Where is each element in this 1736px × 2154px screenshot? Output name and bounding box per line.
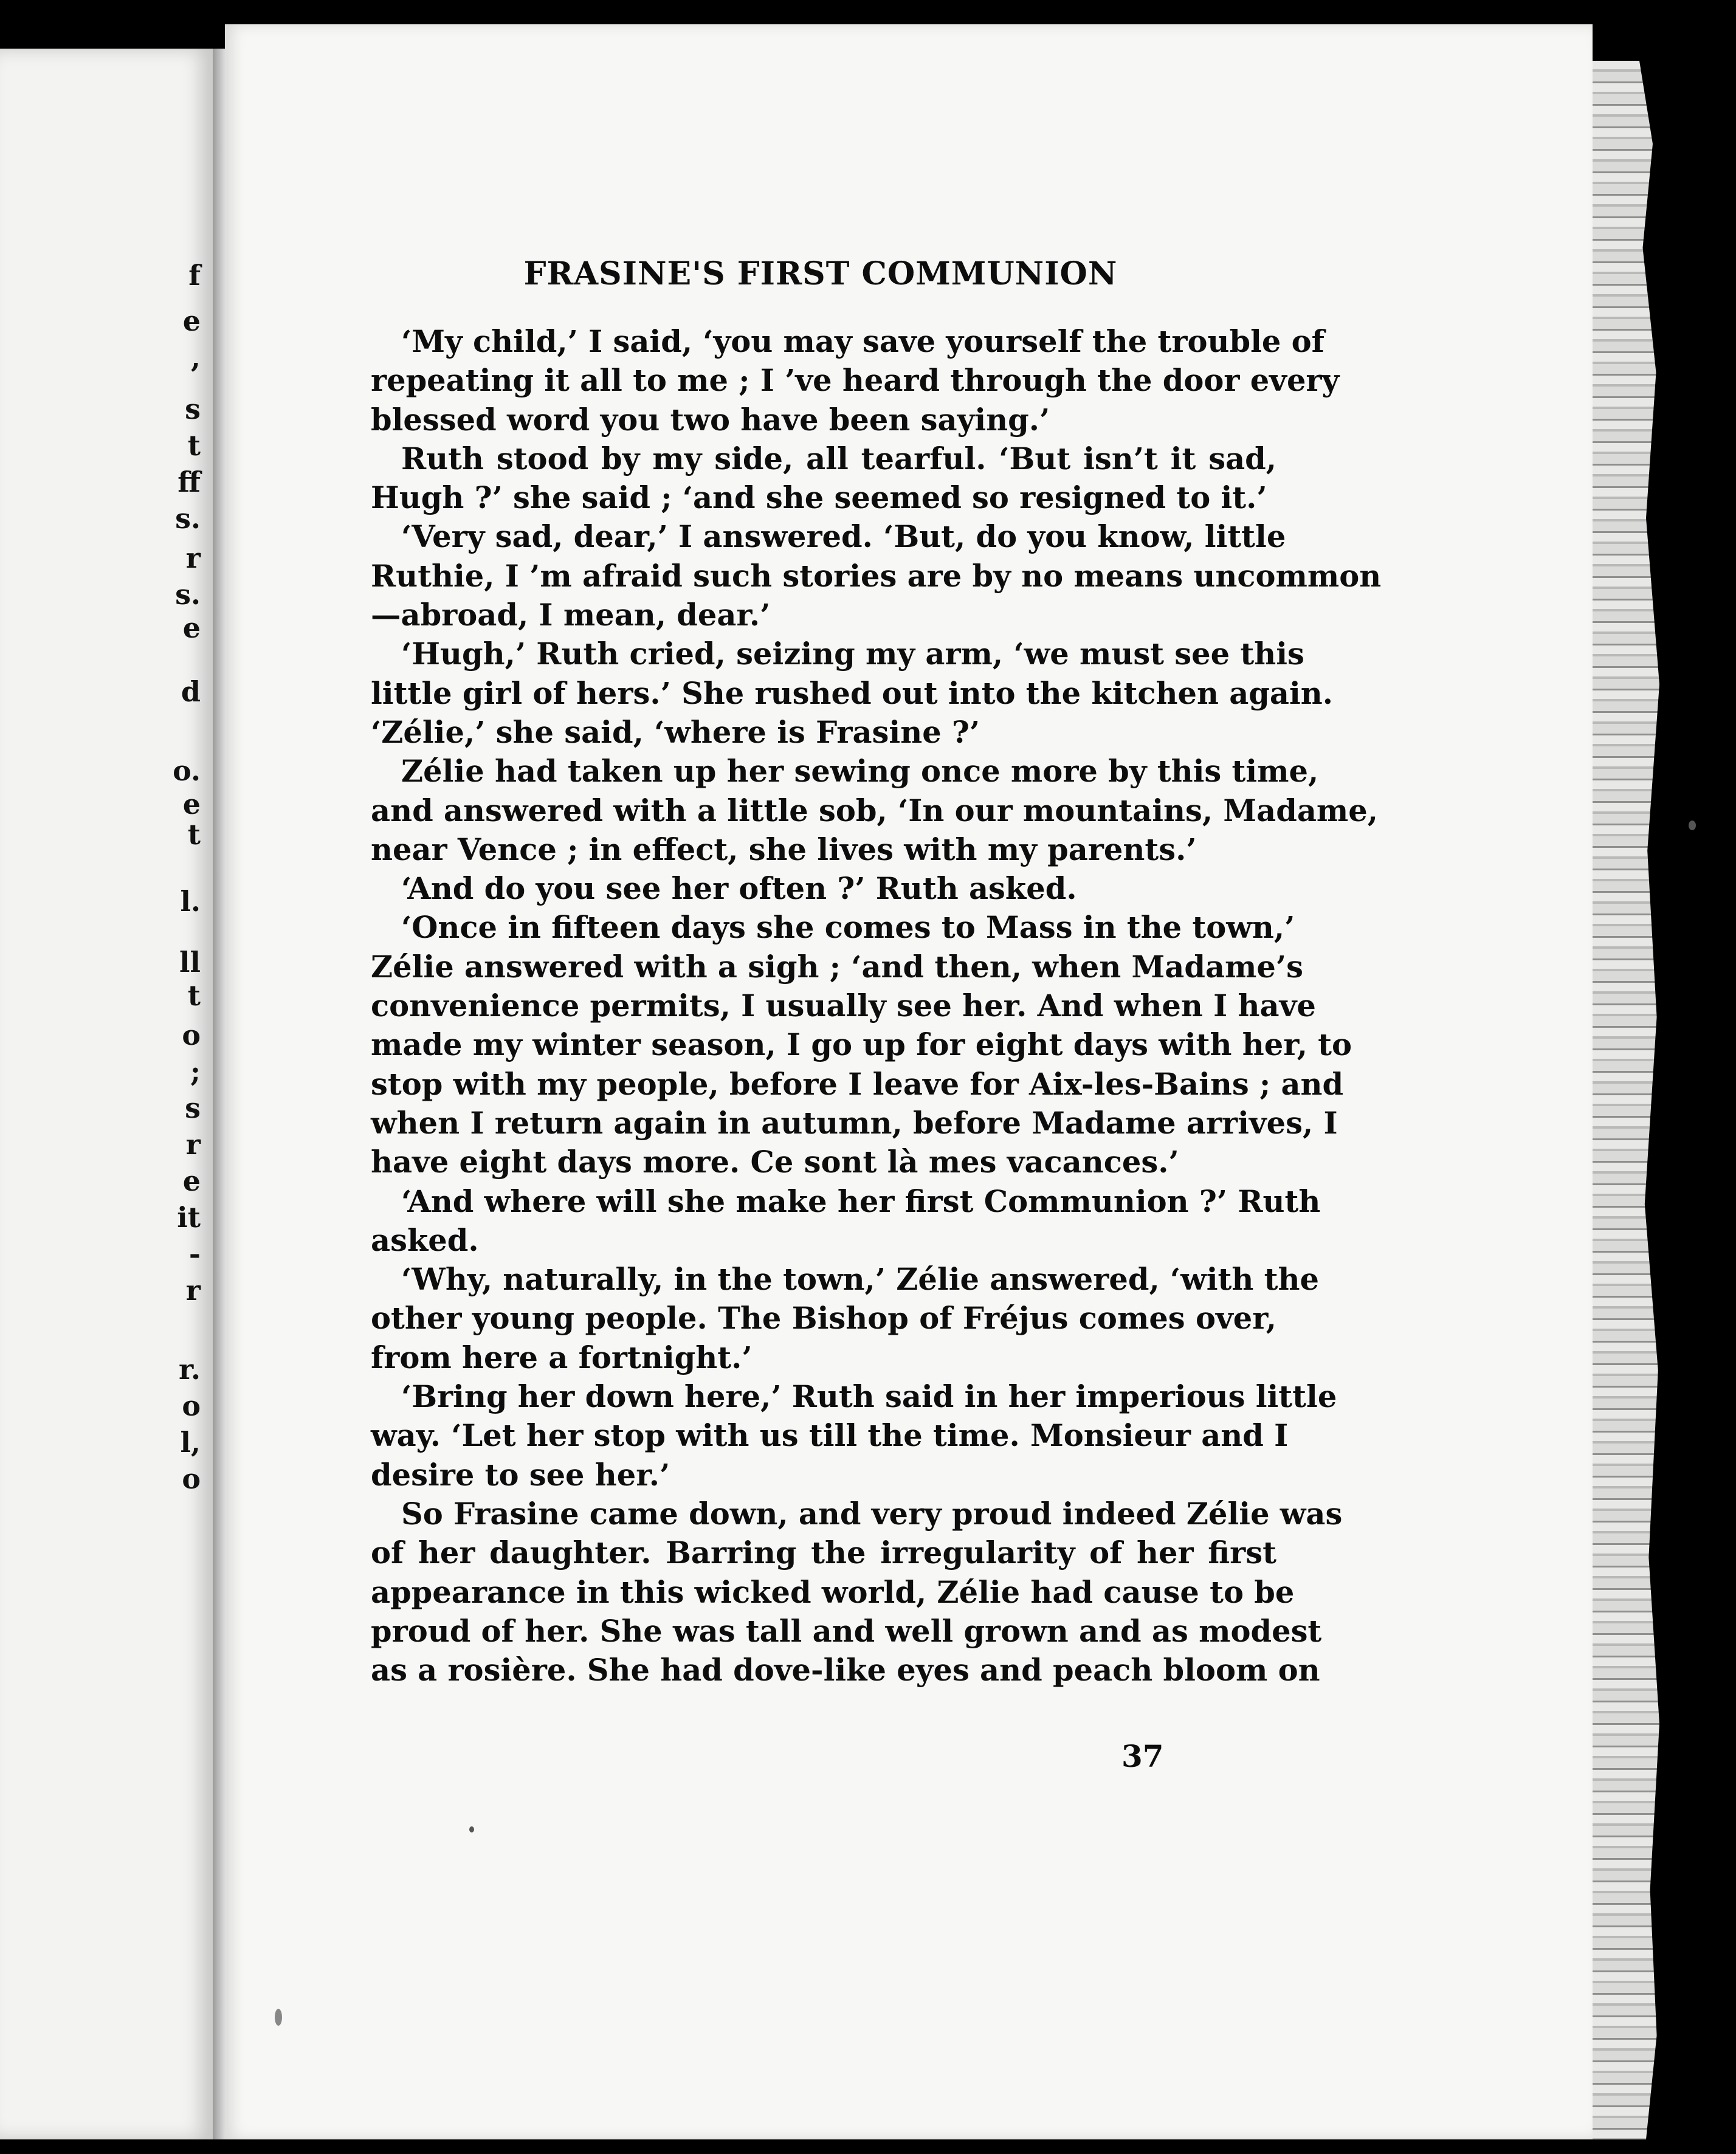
previous-page-text-fragment: s. bbox=[175, 502, 201, 535]
text-line: convenience permits, I usually see her. And when I have bbox=[371, 988, 1316, 1024]
text-line: as a rosière. She had dove-like eyes and peach bloom on bbox=[371, 1653, 1320, 1688]
previous-page-text-fragment: r bbox=[185, 1128, 201, 1161]
text-line: way. ‘Let her stop with us till the time. Monsieur and I bbox=[371, 1418, 1289, 1454]
previous-page-text-fragment: t bbox=[187, 429, 201, 462]
text-line: repeating it all to me ; I ’ve heard through the door every bbox=[371, 363, 1340, 399]
text-line: Ruthie, I ’m afraid such stories are by no means uncommon bbox=[371, 558, 1382, 594]
text-line: blessed word you two have been saying.’ bbox=[371, 402, 1050, 438]
previous-page-text-fragment: s bbox=[185, 393, 201, 425]
previous-page-text-fragment: ll bbox=[179, 946, 201, 979]
book-gutter bbox=[213, 49, 225, 2139]
text-line: So Frasine came down, and very proud indeed Zélie was bbox=[401, 1496, 1343, 1532]
previous-page-text-fragment: d bbox=[181, 675, 201, 708]
text-line: ‘Hugh,’ Ruth cried, seizing my arm, ‘we must see this bbox=[401, 636, 1304, 672]
text-line: ‘And where will she make her first Communion ?’ Ruth bbox=[401, 1183, 1321, 1219]
text-line: asked. bbox=[371, 1222, 479, 1258]
text-line: appearance in this wicked world, Zélie had cause to be bbox=[371, 1574, 1295, 1610]
previous-page-text-fragment: f bbox=[188, 259, 201, 292]
text-line: have eight days more. Ce sont là mes vacances.’ bbox=[371, 1144, 1179, 1180]
previous-page-text-fragment: ff bbox=[177, 466, 201, 498]
previous-page-text-fragment: r bbox=[185, 542, 201, 574]
previous-page-text-fragment: t bbox=[187, 818, 201, 851]
text-line: ‘And do you see her often ?’ Ruth asked. bbox=[401, 871, 1077, 907]
text-line: Zélie had taken up her sewing once more by this time, bbox=[401, 754, 1319, 790]
previous-page-text-fragment: l, bbox=[180, 1426, 201, 1459]
running-header: FRASINE'S FIRST COMMUNION bbox=[523, 255, 1118, 292]
previous-page-text-fragment: r bbox=[185, 1274, 201, 1307]
previous-page-text-fragment: - bbox=[188, 1237, 201, 1270]
previous-page-edge bbox=[0, 49, 216, 2139]
page-block-edge bbox=[1593, 61, 1659, 2139]
text-line: when I return again in autumn, before Madame arrives, I bbox=[371, 1105, 1338, 1141]
text-line: stop with my people, before I leave for Aix-les-Bains ; and bbox=[371, 1066, 1344, 1102]
text-line: near Vence ; in effect, she lives with my parents.’ bbox=[371, 831, 1197, 867]
text-line: Ruth stood by my side, all tearful. ‘But isn’t it sad, bbox=[401, 441, 1276, 477]
text-line: Zélie answered with a sigh ; ‘and then, when Madame’s bbox=[371, 949, 1304, 985]
text-line: Hugh ?’ she said ; ‘and she seemed so resigned to it.’ bbox=[371, 480, 1267, 516]
previous-page-text-fragment: ; bbox=[190, 1055, 201, 1088]
previous-page-text-fragment: e bbox=[182, 788, 201, 821]
previous-page-text-fragment: s bbox=[185, 1092, 201, 1124]
paper-speck bbox=[275, 2009, 282, 2026]
text-line: proud of her. She was tall and well grown and as modest bbox=[371, 1613, 1322, 1649]
text-line: ‘Very sad, dear,’ I answered. ‘But, do you know, little bbox=[401, 519, 1286, 555]
text-line: —abroad, I mean, dear.’ bbox=[371, 597, 771, 633]
text-line: ‘My child,’ I said, ‘you may save yourself the trouble of bbox=[401, 324, 1324, 359]
text-line: from here a fortnight.’ bbox=[371, 1340, 753, 1375]
previous-page-text-fragment: , bbox=[190, 341, 201, 374]
paper-speck bbox=[1689, 821, 1696, 830]
page-number: 37 bbox=[1121, 1738, 1164, 1774]
text-line: ‘Bring her down here,’ Ruth said in her imperious little bbox=[401, 1379, 1337, 1415]
text-line: ‘Zélie,’ she said, ‘where is Frasine ?’ bbox=[371, 714, 980, 750]
previous-page-text-fragment: s. bbox=[175, 578, 201, 611]
text-line: desire to see her.’ bbox=[371, 1457, 670, 1493]
previous-page-text-fragment: e bbox=[182, 1165, 201, 1197]
text-line: of her daughter. Barring the irregularity of her first bbox=[371, 1535, 1276, 1571]
previous-page-text-fragment: t bbox=[187, 979, 201, 1012]
previous-page-text-fragment: e bbox=[182, 611, 201, 644]
previous-page-text-fragment: o. bbox=[173, 754, 201, 787]
previous-page-text-fragment: r. bbox=[178, 1353, 201, 1386]
text-line: and answered with a little sob, ‘In our mountains, Madame, bbox=[371, 793, 1379, 828]
previous-page-text-fragment: o bbox=[182, 1019, 201, 1051]
previous-page-text-fragment: l. bbox=[180, 885, 201, 918]
paper-speck bbox=[469, 1826, 474, 1832]
text-line: ‘Once in fifteen days she comes to Mass in the town,’ bbox=[401, 910, 1295, 946]
previous-page-text-fragment: it bbox=[177, 1201, 201, 1234]
previous-page-text-fragment: o bbox=[182, 1389, 201, 1422]
text-line: other young people. The Bishop of Fréjus comes over, bbox=[371, 1301, 1276, 1337]
previous-page-text-fragment: o bbox=[182, 1462, 201, 1495]
text-line: made my winter season, I go up for eight days with her, to bbox=[371, 1027, 1352, 1063]
page-body-text bbox=[371, 322, 1382, 1690]
text-line: ‘Why, naturally, in the town,’ Zélie answered, ‘with the bbox=[401, 1262, 1319, 1298]
previous-page-text-fragment: e bbox=[182, 305, 201, 337]
text-line: little girl of hers.’ She rushed out into the kitchen again. bbox=[371, 675, 1333, 711]
